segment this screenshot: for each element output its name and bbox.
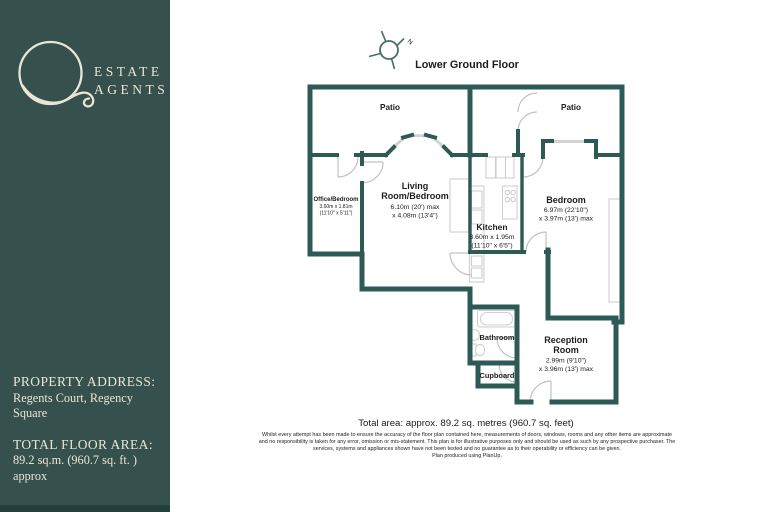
logo-q-swoosh bbox=[23, 86, 93, 106]
door-patio-bedroom bbox=[523, 157, 543, 177]
room-dim-living-metric: 6.10m (20') max bbox=[390, 204, 440, 211]
room-label-kitchen: Kitchen bbox=[476, 222, 508, 232]
room-label-patio-right: Patio bbox=[560, 103, 582, 112]
kitchen-sink-bowl-2 bbox=[472, 268, 483, 278]
door-office-living bbox=[362, 162, 383, 183]
fixtures bbox=[450, 157, 622, 356]
room-dim-office-imperial: (11'10" x 5'11") bbox=[319, 210, 353, 217]
hob-burner bbox=[511, 197, 515, 201]
room-dim-office-metric: 3.60m x 1.81m bbox=[319, 204, 353, 210]
room-labels bbox=[313, 103, 593, 380]
plan-title: Lower Ground Floor bbox=[415, 59, 519, 71]
floor-area-value: 89.2 sq.m. (960.7 sq. ft. ) approx bbox=[13, 453, 137, 483]
footer bbox=[259, 418, 676, 459]
compass-icon bbox=[369, 31, 414, 69]
wall-living-bottom-hall-left bbox=[362, 254, 470, 363]
windows bbox=[393, 136, 586, 148]
patio-steps bbox=[486, 157, 496, 178]
room-label-reception-2: Room bbox=[553, 345, 579, 355]
wall-bedroom-bay-corners bbox=[543, 141, 596, 157]
kitchen-oven bbox=[472, 191, 483, 208]
door-patio-office bbox=[338, 157, 358, 177]
disclaimer-line-2: and no responsibility is taken for any error, omission or mis-statement. This plan is for illustrative purposes only and should be used as such by any prospective purchaser. The bbox=[258, 439, 676, 445]
toilet-bowl bbox=[475, 344, 484, 355]
compass-north-label: N bbox=[405, 38, 414, 47]
sidebar-bottom-strip bbox=[0, 505, 170, 512]
logo-line1: ESTATE bbox=[94, 64, 163, 79]
property-address-label: PROPERTY ADDRESS: bbox=[13, 374, 156, 389]
agency-logo bbox=[0, 0, 170, 135]
room-label-living-2: Room/Bedroom bbox=[381, 191, 449, 201]
room-dim-kitchen-imperial: (11'10" x 6'5") bbox=[471, 242, 513, 250]
hob-burner bbox=[505, 190, 509, 194]
walls-reception-right-top bbox=[545, 250, 616, 402]
room-label-bedroom: Bedroom bbox=[546, 195, 586, 205]
room-dim-living-imperial: x 4.08m (13'4") bbox=[392, 212, 438, 220]
patio-steps bbox=[496, 157, 506, 178]
room-label-cupboard: Cupboard bbox=[479, 371, 515, 380]
room-dim-bedroom-imperial: x 3.97m (13') max bbox=[538, 215, 594, 223]
total-area-text: Total area: approx. 89.2 sq. metres (960.7 sq. feet) bbox=[358, 418, 574, 429]
living-room-counter bbox=[450, 179, 469, 232]
door-patio-gate bbox=[518, 93, 537, 131]
room-dim-reception-imperial: x 3.96m (13') max bbox=[538, 366, 594, 373]
floor-area-label: TOTAL FLOOR AREA: bbox=[13, 436, 153, 452]
door-reception bbox=[530, 381, 551, 402]
room-label-living-1: Living bbox=[401, 181, 429, 191]
room-label-office: Office/Bedroom bbox=[313, 197, 359, 203]
room-dim-reception-metric: 2.99m (9'10") bbox=[545, 357, 587, 365]
property-info bbox=[13, 374, 170, 484]
hob-burner bbox=[511, 190, 515, 194]
patio-steps bbox=[506, 157, 515, 178]
room-label-bathroom: Bathroom bbox=[479, 333, 515, 342]
kitchen-sink-bowl-1 bbox=[472, 256, 483, 266]
hob-burner bbox=[505, 197, 509, 201]
disclaimer-line-3: services, systems and appliances shown have not been tested and no guarantee as to their operability or efficiency can be given. bbox=[313, 446, 621, 452]
sidebar bbox=[0, 0, 170, 505]
room-dim-bedroom-metric: 6.97m (22'10") bbox=[543, 207, 589, 214]
door-living-hall bbox=[450, 253, 472, 275]
logo-q-circle bbox=[20, 42, 82, 104]
room-label-patio-left: Patio bbox=[379, 103, 401, 112]
disclaimer-line-1: Whilst every attempt has been made to ensure the accuracy of the floor plan contained here, measurements of doors, windows, rooms and any other items are approximate bbox=[262, 432, 672, 438]
door-hall-bedroom bbox=[526, 232, 546, 252]
room-dim-kitchen-metric: 3.60m x 1.95m bbox=[469, 234, 515, 241]
bath-tub-inner bbox=[481, 313, 513, 326]
disclaimer-line-4: Plan produced using PlanUp. bbox=[432, 453, 502, 459]
logo-line2: AGENTS bbox=[94, 82, 169, 97]
property-address-value: Regents Court, Regency Square bbox=[13, 390, 133, 421]
room-label-reception-1: Reception bbox=[544, 335, 588, 345]
